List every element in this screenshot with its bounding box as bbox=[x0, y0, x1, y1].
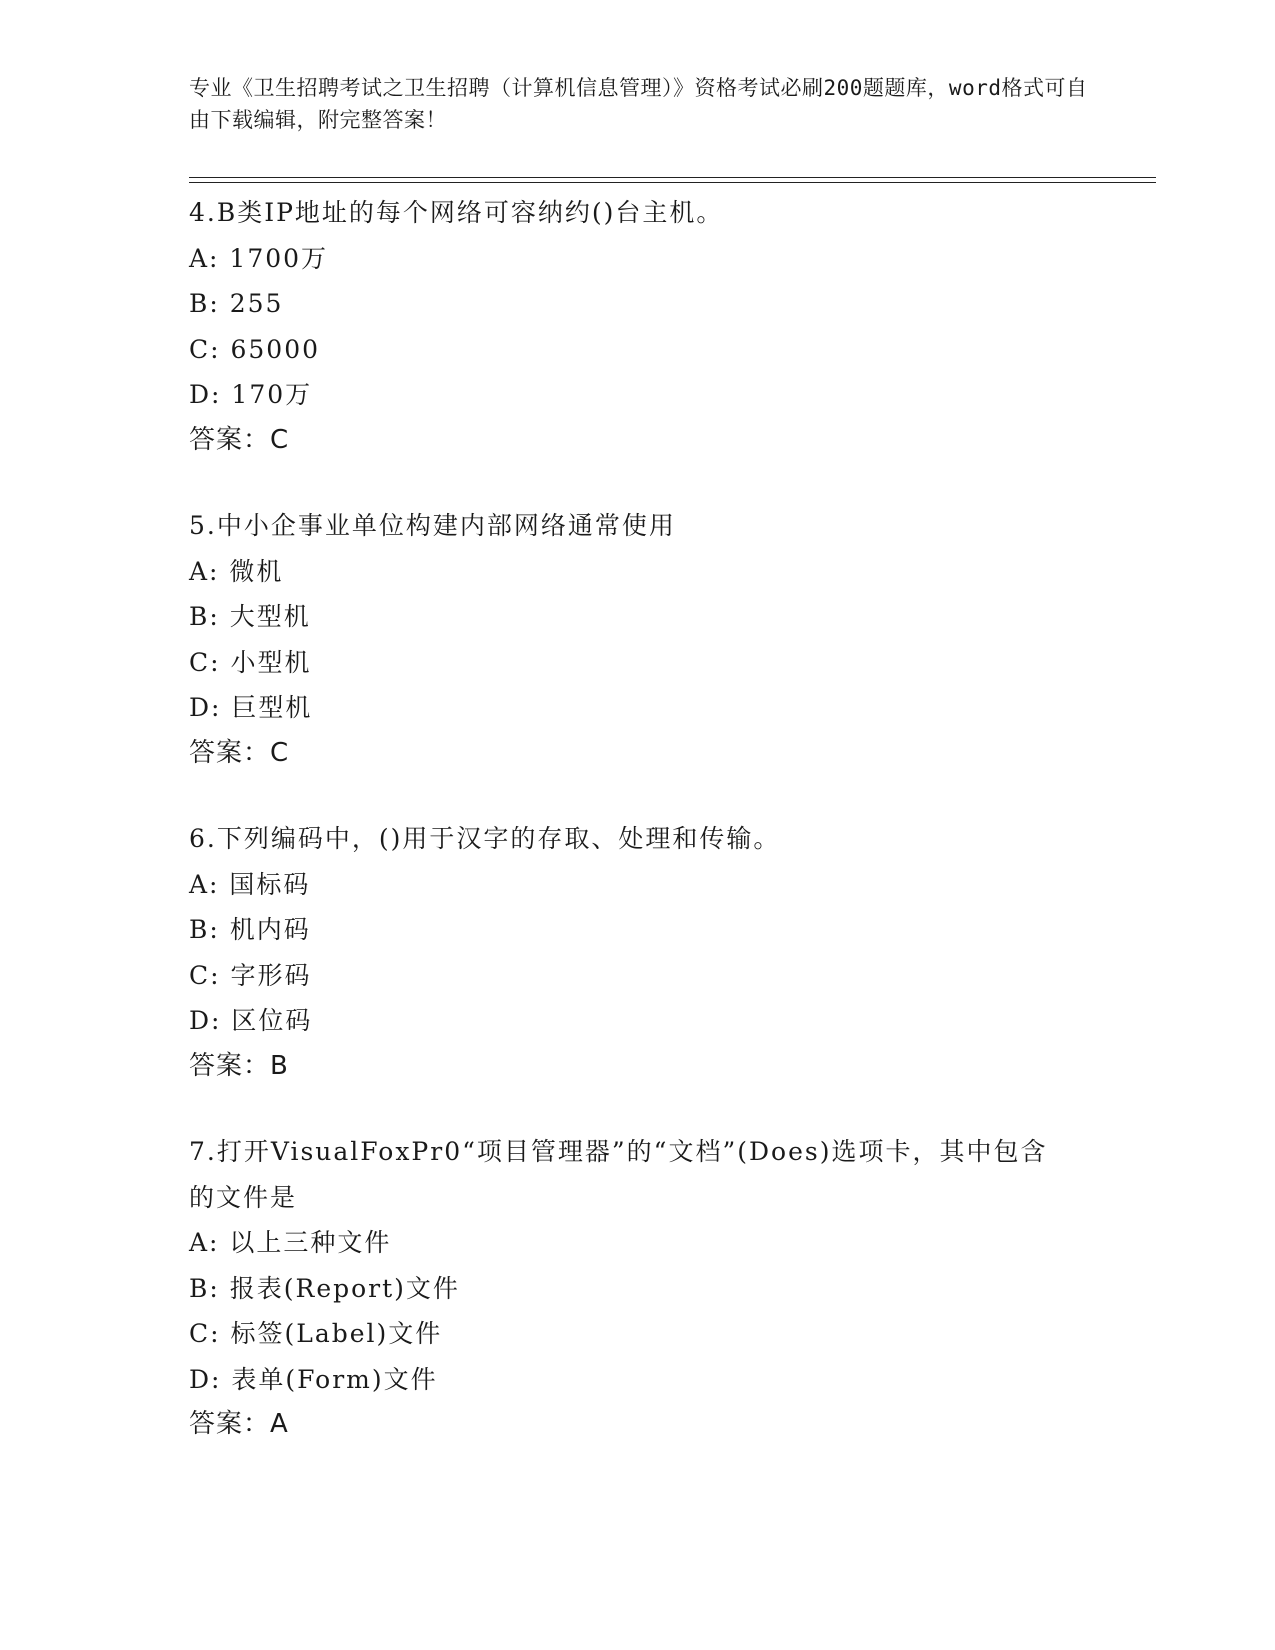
option-c: C: 小型机 bbox=[189, 647, 312, 677]
question-list bbox=[189, 190, 1089, 1488]
option-a: A: 微机 bbox=[189, 556, 284, 586]
answer-text: 答案：B bbox=[189, 1050, 289, 1081]
option-b: B: 大型机 bbox=[189, 602, 311, 631]
option-a: A: 国标码 bbox=[189, 869, 311, 899]
question-title: 7.打开VisualFoxPr0“项目管理器”的“文档”(Does)选项卡，其中包含的文件是 bbox=[189, 1137, 1048, 1212]
header-divider-top bbox=[189, 177, 1156, 178]
question-4 bbox=[189, 190, 1089, 463]
option-c: C: 标签(Label)文件 bbox=[189, 1319, 443, 1348]
option-c: C: 65000 bbox=[189, 334, 321, 364]
answer-text: 答案：C bbox=[189, 424, 290, 455]
question-title: 6.下列编码中，()用于汉字的存取、处理和传输。 bbox=[189, 824, 781, 853]
option-a: A: 1700万 bbox=[189, 243, 329, 273]
question-7 bbox=[189, 1129, 1089, 1448]
question-title: 5.中小企事业单位构建内部网络通常使用 bbox=[189, 511, 676, 540]
option-b: B: 报表(Report)文件 bbox=[189, 1273, 460, 1303]
answer-text: 答案：A bbox=[189, 1409, 289, 1439]
option-d: D: 表单(Form)文件 bbox=[189, 1364, 438, 1394]
question-5 bbox=[189, 503, 1089, 776]
answer-text: 答案：C bbox=[189, 737, 290, 768]
option-b: B: 机内码 bbox=[189, 915, 311, 944]
option-c: C: 字形码 bbox=[189, 960, 312, 990]
document-intro: 专业《卫生招聘考试之卫生招聘（计算机信息管理）》资格考试必刷200题题库，word格式可自由下载编辑，附完整答案！ bbox=[189, 76, 1088, 132]
option-d: D: 巨型机 bbox=[189, 693, 313, 722]
question-6 bbox=[189, 816, 1089, 1089]
option-d: D: 170万 bbox=[189, 380, 313, 409]
option-b: B: 255 bbox=[189, 289, 284, 318]
question-title: 4.B类IP地址的每个网络可容纳约()台主机。 bbox=[189, 198, 724, 227]
option-d: D: 区位码 bbox=[189, 1006, 313, 1035]
option-a: A: 以上三种文件 bbox=[189, 1228, 392, 1257]
header-divider-bottom bbox=[189, 182, 1156, 183]
